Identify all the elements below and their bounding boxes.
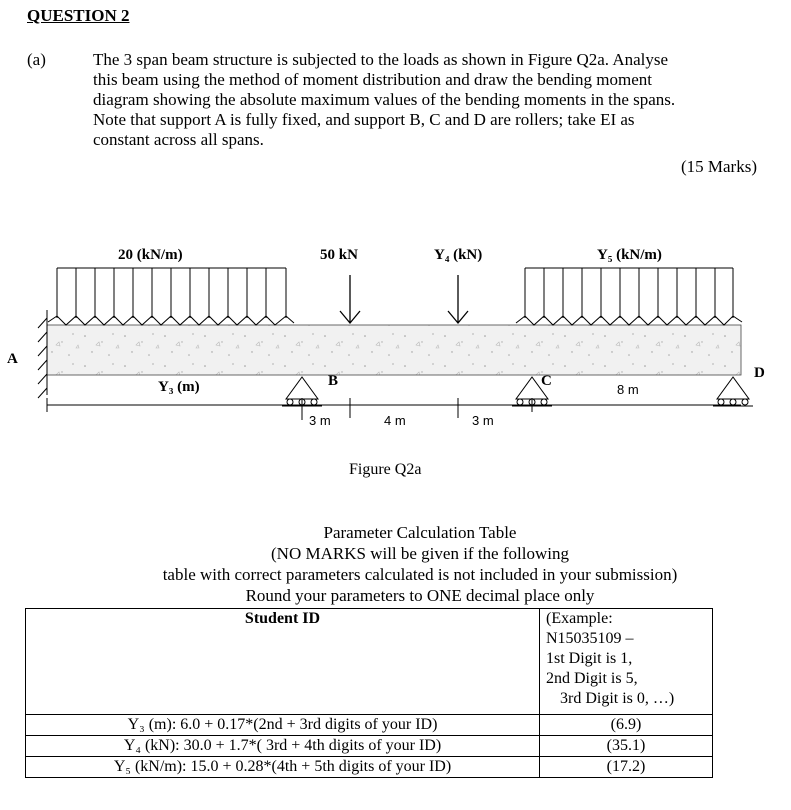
paragraph-line: diagram showing the absolute maximum values of the bending moments in the spans. (93, 90, 676, 109)
example-line: N15035109 – (546, 630, 634, 647)
point-load-y4 (448, 275, 468, 323)
fixed-support-a (38, 310, 47, 398)
marks-label: (15 Marks) (680, 157, 757, 176)
param-value: (6.9) (540, 715, 713, 736)
figure-caption: Figure Q2a (349, 461, 422, 478)
part-label: (a) (27, 50, 46, 69)
dim-label-1: 3 m (309, 413, 331, 428)
table-row (26, 736, 713, 757)
example-line: 2nd Digit is 5, (546, 670, 638, 687)
table-heading-rounding: Round your parameters to ONE decimal place only (245, 586, 595, 605)
point-load-50kn (340, 275, 360, 323)
point-load-2-label: Y₄ (kN) (434, 247, 483, 263)
roller-support-d (713, 377, 753, 406)
support-d-label: D (754, 365, 765, 381)
span-ab-label: Y₃ (m) (158, 379, 200, 395)
param-formula: Y₃ (m): 6.0 + 0.17*(2nd + 3rd digits of your ID) (26, 715, 540, 736)
table-heading-title: Parameter Calculation Table (323, 523, 517, 542)
table-row (26, 715, 713, 736)
paragraph-line: this beam using the method of moment distribution and draw the bending moment (93, 70, 653, 89)
table-row (26, 757, 713, 778)
paragraph-line: constant across all spans. (93, 130, 264, 149)
support-a-label: A (7, 351, 18, 367)
beam (47, 325, 741, 375)
dim-label-2: 4 m (384, 413, 406, 428)
example-line: 3rd Digit is 0, …) (560, 690, 675, 707)
param-value: (17.2) (540, 757, 713, 778)
param-formula: Y₅ (kN/m): 15.0 + 0.28*(4th + 5th digits of your ID) (26, 757, 540, 778)
paragraph-line: Note that support A is fully fixed, and support B, C and D are rollers; take EI as (93, 110, 635, 129)
udl-left-label: 20 (kN/m) (118, 247, 183, 263)
param-value: (35.1) (540, 736, 713, 757)
paragraph-line: The 3 span beam structure is subjected to the loads as shown in Figure Q2a. Analyse (93, 50, 669, 69)
table-heading-warning: (NO MARKS will be given if the following (271, 544, 569, 563)
example-line: (Example: (546, 610, 613, 627)
span-cd-label: 8 m (617, 382, 639, 397)
table-heading-note: table with correct parameters calculated is not included in your submission) (162, 565, 678, 584)
example-line: 1st Digit is 1, (546, 650, 633, 667)
table-heading (100, 522, 740, 606)
question-title: QUESTION 2 (27, 6, 130, 25)
parameter-table (25, 608, 713, 778)
support-c-label: C (541, 373, 552, 389)
udl-right (516, 268, 742, 325)
udl-left (48, 268, 294, 325)
param-formula: Y₄ (kN): 30.0 + 1.7*( 3rd + 4th digits of your ID) (26, 736, 540, 757)
udl-right-label: Y₅ (kN/m) (597, 247, 662, 263)
example-cell (540, 609, 713, 715)
student-id-header: Student ID (26, 609, 540, 715)
point-load-1-label: 50 kN (320, 247, 358, 263)
dim-label-3: 3 m (472, 413, 494, 428)
support-b-label: B (328, 373, 339, 389)
